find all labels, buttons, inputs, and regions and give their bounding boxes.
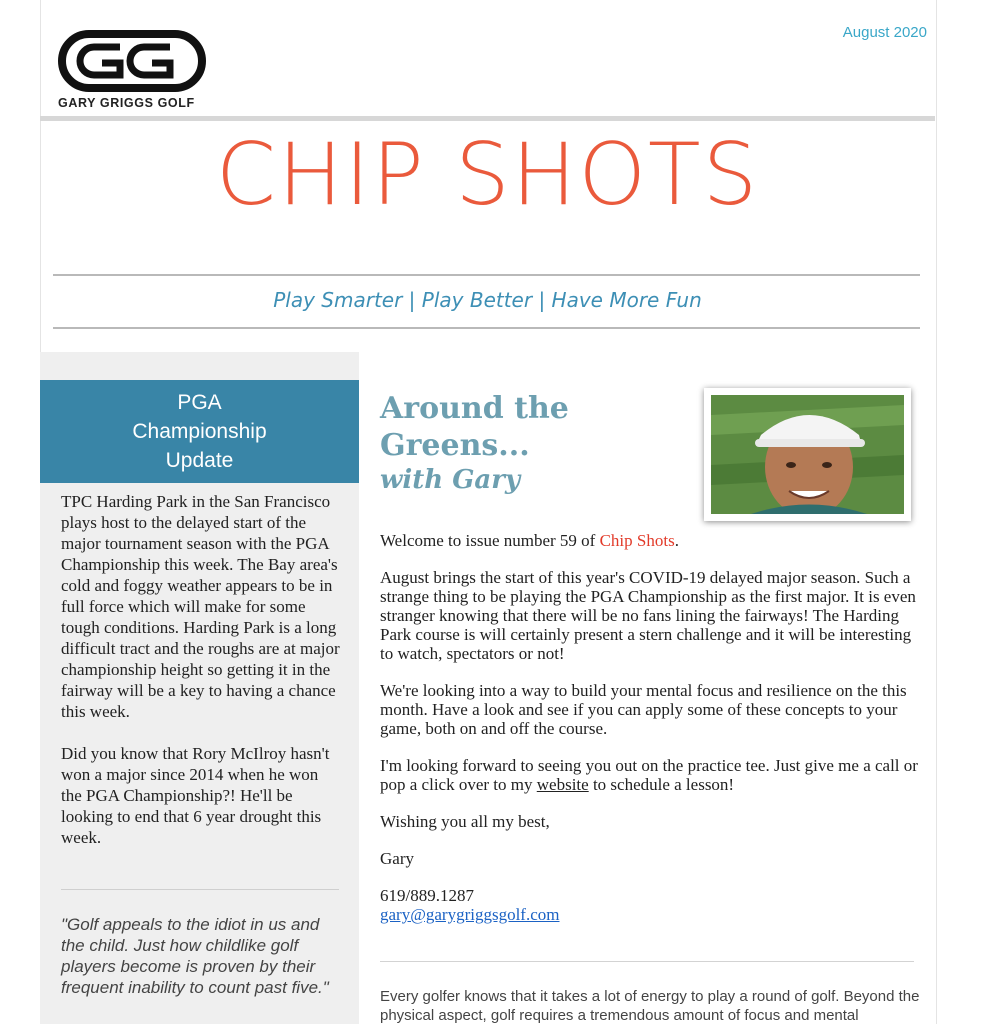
newsletter-title: CHIP SHOTS xyxy=(215,125,760,225)
main-heading xyxy=(380,390,680,496)
logo[interactable] xyxy=(58,30,208,110)
main-body xyxy=(380,531,920,942)
title-rule-bottom xyxy=(53,327,920,329)
paragraph-text: to schedule a lesson! xyxy=(588,775,735,794)
main-divider xyxy=(380,961,914,962)
sidebar-quote: "Golf appeals to the idiot in us and the child. Just how childlike golf players become is proven by their frequent inability to count past five." xyxy=(61,915,329,997)
welcome-text: Welcome to issue number 59 of xyxy=(380,531,600,550)
sidebar-heading-line: PGA xyxy=(177,391,222,414)
author-photo xyxy=(704,388,911,521)
website-link[interactable]: website xyxy=(536,775,589,794)
welcome-paragraph xyxy=(380,531,920,550)
sidebar-heading-line: Championship xyxy=(132,420,267,443)
email-link[interactable]: gary@garygriggsgolf.com xyxy=(380,905,560,924)
chip-shots-highlight: Chip Shots xyxy=(599,531,675,550)
sidebar-heading-line: Update xyxy=(165,449,234,472)
main-heading-line: Greens... xyxy=(380,428,530,463)
closing-line: Wishing you all my best, xyxy=(380,812,550,831)
golfer-portrait-icon xyxy=(711,395,904,514)
main-heading-line: Around the xyxy=(380,391,569,426)
sidebar-body xyxy=(61,491,341,869)
gg-logo-icon xyxy=(58,30,206,92)
body-paragraph: We're looking into a way to build your mental focus and resilience on the this month. Have a look and see if you can apply some of these concepts to your game, both on and off the course. xyxy=(380,681,907,738)
sidebar-paragraph: TPC Harding Park in the San Francisco plays host to the delayed start of the major tournament season with the PGA Championship this week. The Bay area's cold and foggy weather appears to be in full force which will make for some tough conditions. Harding Park is a long difficult tract and the roughs are at major championship height so getting it in the fairway will be a key to having a chance this week. xyxy=(61,492,340,721)
article-intro: Every golfer knows that it takes a lot of energy to play a round of golf. Beyond the physical aspect, golf requires a tremendous amount of focus and mental xyxy=(380,988,920,1024)
sidebar xyxy=(40,352,359,1024)
welcome-suffix: . xyxy=(674,531,679,550)
sidebar-paragraph: Did you know that Rory McIlroy hasn't won a major since 2014 when he won the PGA Championship?! He'll be looking to end that 6 year drought this week. xyxy=(61,744,330,847)
contact-block xyxy=(380,886,920,924)
sidebar-divider xyxy=(61,889,339,890)
paragraph-text: I'm looking forward to seeing you out on the practice tee. Just give me a call or pop a click over to my xyxy=(380,756,918,794)
sidebar-heading xyxy=(40,380,359,483)
body-paragraph: August brings the start of this year's COVID-19 delayed major season. Such a strange thing to be playing the PGA Championship as the first major. It is even stranger knowing that there will be no fans lining the fairways! The Harding Park course is will certainly present a stern challenge and it will be interesting to watch, spectators or not! xyxy=(380,568,916,663)
header-divider xyxy=(40,116,935,121)
logo-text: GARY GRIGGS GOLF xyxy=(58,96,195,110)
signature: Gary xyxy=(380,849,414,868)
title-rule-top xyxy=(53,274,920,276)
issue-date: August 2020 xyxy=(842,24,927,41)
tagline: Play Smarter | Play Better | Have More Fun xyxy=(273,288,702,312)
main-heading-subtitle: with Gary xyxy=(380,465,521,495)
body-paragraph xyxy=(380,756,920,794)
phone-number: 619/889.1287 xyxy=(380,886,474,905)
